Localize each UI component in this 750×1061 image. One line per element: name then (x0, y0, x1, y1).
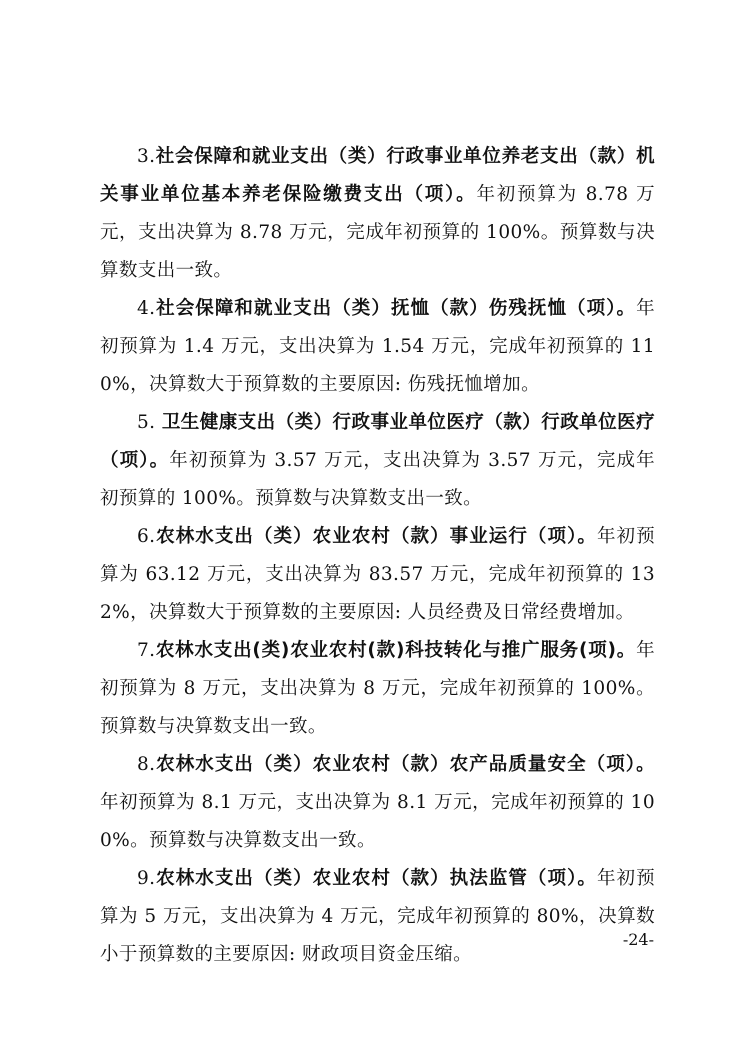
paragraph-item-9 (100, 860, 655, 974)
paragraph-item-6 (100, 518, 655, 632)
item-heading: 农林水支出（类）农业农村（款）事业运行（项）。 (155, 526, 597, 547)
paragraph-item-4 (100, 290, 655, 404)
item-heading: 农林水支出（类）农业农村（款）执法监管（项）。 (155, 868, 597, 889)
paragraph-item-5 (100, 404, 655, 518)
item-number: 6. (137, 526, 156, 547)
item-heading: 社会保障和就业支出（类）行政事业单位养老支出（款）机关事业单位基本养老保险缴费支出（项）。 (100, 146, 655, 205)
item-number: 7. (137, 640, 156, 661)
paragraph-item-7 (100, 632, 655, 746)
paragraph-item-3 (100, 138, 655, 290)
item-body: 年初预算为 3.57 万元，支出决算为 3.57 万元，完成年初预算的 100%。预算数与决算数支出一致。 (100, 450, 655, 509)
item-number: 9. (137, 868, 156, 889)
item-body: 年初预算为 5 万元，支出决算为 4 万元，完成年初预算的 80%，决算数小于预算数的主要原因: 财政项目资金压缩。 (100, 868, 656, 965)
document-body (100, 138, 655, 974)
item-heading: 卫生健康支出（类）行政事业单位医疗（款）行政单位医疗（项）。 (100, 412, 656, 471)
item-body: 年初预算为 63.12 万元，支出决算为 83.57 万元，完成年初预算的 132%，决算数大于预算数的主要原因: 人员经费及日常经费增加。 (100, 526, 656, 623)
paragraph-item-8 (100, 746, 655, 860)
item-heading: 农林水支出(类)农业农村(款)科技转化与推广服务(项)。 (155, 640, 637, 661)
item-body: 年初预算为 8.1 万元，支出决算为 8.1 万元，完成年初预算的 100%。预算数与决算数支出一致。 (100, 792, 655, 851)
item-number: 5. (137, 412, 162, 433)
item-number: 3. (137, 146, 156, 167)
item-heading: 社会保障和就业支出（类）抚恤（款）伤残抚恤（项）。 (155, 298, 637, 319)
item-number: 8. (137, 754, 156, 775)
page-number: -24- (622, 930, 654, 949)
item-number: 4. (137, 298, 156, 319)
item-body: 年初预算为 1.4 万元，支出决算为 1.54 万元，完成年初预算的 110%，决算数大于预算数的主要原因: 伤残抚恤增加。 (100, 298, 655, 395)
item-body: 年初预算为 8.78 万元，支出决算为 8.78 万元，完成年初预算的 100%。预算数与决算数支出一致。 (100, 184, 655, 281)
item-heading: 农林水支出（类）农业农村（款）农产品质量安全（项）。 (155, 754, 655, 775)
item-body: 年初预算为 8 万元，支出决算为 8 万元，完成年初预算的 100%。预算数与决算数支出一致。 (100, 640, 655, 737)
